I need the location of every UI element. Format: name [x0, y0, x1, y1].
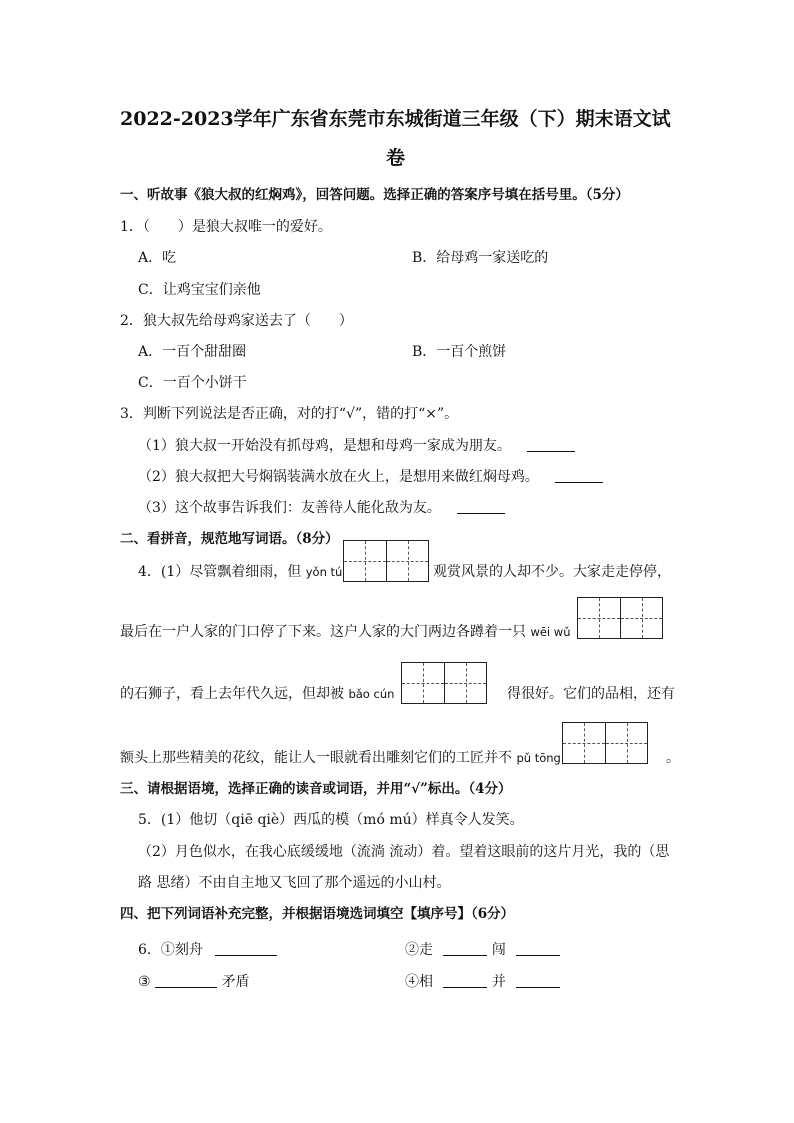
answer-blank[interactable]: [516, 941, 560, 956]
question-6-item-2: ②走 闯: [405, 940, 560, 960]
section-3-heading: 三、请根据语境，选择正确的读音或词语，并用“√”标出。（4分）: [120, 781, 512, 797]
question-4-period: 。: [666, 750, 680, 766]
section-2-heading: 二、看拼音，规范地写词语。（8分）: [120, 531, 339, 547]
question-5-item-2-cont: 路 思绪）不由自主地又飞回了那个遥远的小山村。: [138, 875, 451, 891]
answer-blank[interactable]: [443, 973, 487, 988]
answer-blank[interactable]: [555, 468, 603, 483]
question-4-line-3-end: 得很好。它们的品相，还有: [507, 686, 675, 702]
question-2-option-b: B．一百个煎饼: [412, 344, 507, 360]
answer-blank[interactable]: [443, 941, 487, 956]
writing-grid-2[interactable]: [577, 597, 663, 639]
answer-blank[interactable]: [516, 973, 560, 988]
question-6-item-3: ③ 矛盾: [138, 974, 250, 990]
pinyin-label: pǔ tōng: [516, 751, 561, 765]
answer-blank[interactable]: [457, 499, 505, 514]
pinyin-label: bǎo cún: [348, 687, 395, 701]
question-3-item-1: （1）狼大叔一开始没有抓母鸡，是想和母鸡一家成为朋友。: [138, 436, 575, 456]
question-2-stem: 2．狼大叔先给母鸡家送去了（ ）: [120, 313, 353, 329]
answer-blank[interactable]: [155, 973, 217, 988]
question-4-line-1-end: 观赏风景的人却不少。大家走走停停，: [433, 564, 671, 580]
answer-blank[interactable]: [527, 437, 575, 452]
question-1-option-c: C．让鸡宝宝们亲他: [138, 282, 261, 298]
question-1-option-b: B．给母鸡一家送吃的: [412, 250, 549, 266]
question-4-line-2: 最后在一户人家的门口停了下来。这户人家的大门两边各蹲着一只 wēi wǔ: [120, 624, 571, 640]
question-6-item-1: 6．①刻舟: [138, 940, 277, 960]
question-3-item-2: （2）狼大叔把大号焖锅装满水放在火上，是想用来做红焖母鸡。: [138, 467, 603, 487]
question-5-item-1: 5．(1）他切（qiē qiè）西瓜的模（mó mú）样真令人发笑。: [138, 812, 524, 828]
question-6-item-4: ④相 并: [405, 972, 560, 992]
question-4-line-3-start: 的石狮子，看上去年代久远，但却被 bǎo cún: [120, 686, 395, 702]
answer-blank[interactable]: [215, 941, 277, 956]
question-2-option-a: A．一百个甜甜圈: [138, 344, 247, 360]
section-4-heading: 四、把下列词语补充完整，并根据语境选词填空【填序号】（6分）: [120, 906, 515, 922]
question-2-option-c: C．一百个小饼干: [138, 375, 247, 391]
question-4-line-4: 额头上那些精美的花纹，能让人一眼就看出雕刻它们的工匠并不 pǔ tōng: [120, 750, 561, 766]
section-1-heading: 一、听故事《狼大叔的红焖鸡》，回答问题。选择正确的答案序号填在括号里。（5分）: [120, 187, 629, 203]
question-1-option-a: A．吃: [138, 250, 177, 266]
writing-grid-1[interactable]: [343, 540, 429, 582]
question-5-item-2: （2）月色似水，在我心底缓缓地（流淌 流动）着。望着这眼前的这片月光，我的（思: [138, 844, 670, 860]
pinyin-label: wēi wǔ: [530, 625, 571, 639]
question-3-item-3: （3）这个故事告诉我们：友善待人能化敌为友。: [138, 498, 505, 518]
writing-grid-4[interactable]: [562, 722, 648, 764]
page-title: 2022-2023学年广东省东莞市东城街道三年级（下）期末语文试: [120, 108, 671, 130]
question-3-stem: 3．判断下列说法是否正确，对的打“√”，错的打“×”。: [120, 406, 459, 422]
pinyin-label: yǒn tú: [305, 565, 343, 579]
question-4-line-1-start: 4．(1）尽管飘着细雨，但 yǒn tú: [138, 564, 343, 580]
writing-grid-3[interactable]: [401, 662, 487, 704]
page-title-continued: 卷: [386, 147, 406, 169]
question-1-stem: 1．（ ）是狼大叔唯一的爱好。: [120, 219, 332, 235]
